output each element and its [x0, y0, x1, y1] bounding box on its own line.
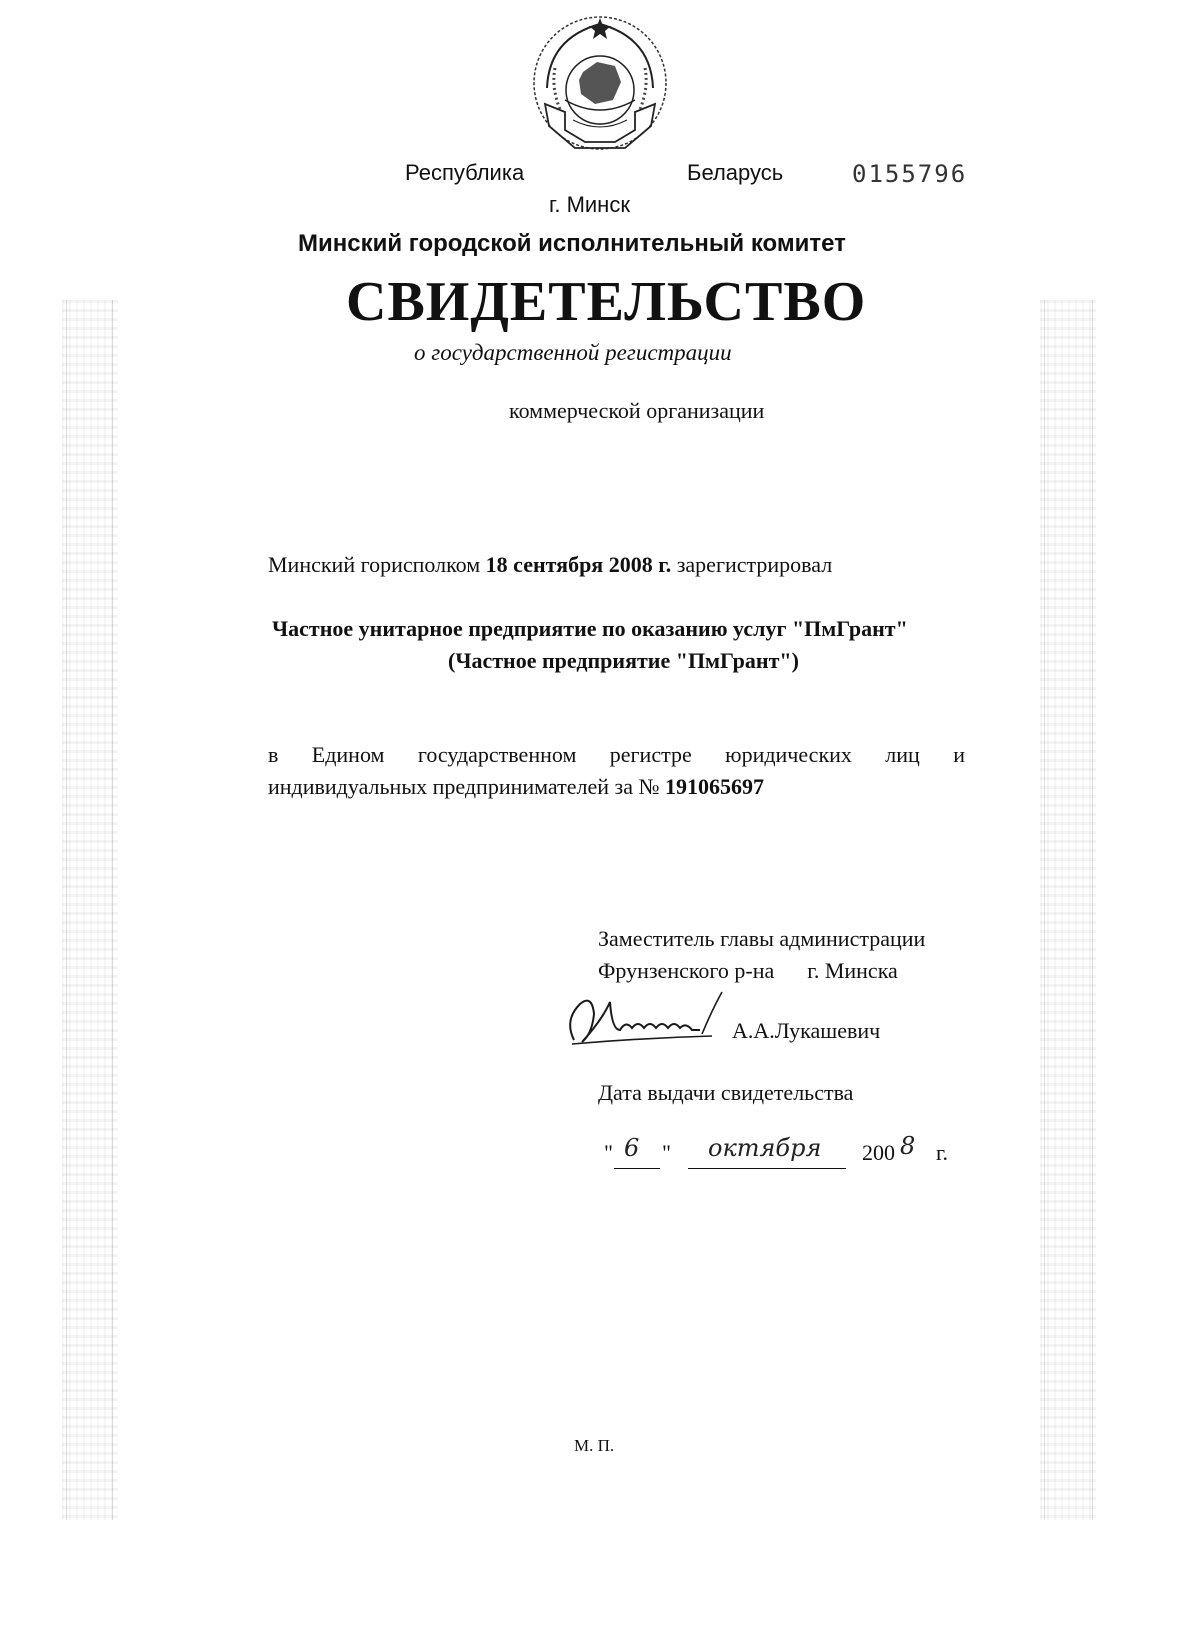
- signatory-city: г. Минска: [807, 958, 898, 983]
- issue-month: октября: [708, 1134, 822, 1162]
- border-line: [66, 300, 67, 1520]
- coat-of-arms-icon: [525, 8, 675, 158]
- country-right: Беларусь: [687, 160, 784, 185]
- decorative-border-left: [62, 300, 118, 1520]
- day-blank-line: [614, 1168, 660, 1169]
- serial-number: 0155796: [852, 160, 968, 188]
- signatory-position-2: [598, 958, 898, 984]
- border-line: [112, 300, 113, 1520]
- register-line-2: [268, 774, 764, 800]
- register-number: 191065697: [664, 774, 764, 799]
- issuer-name: Минский городской исполнительный комитет: [298, 230, 846, 257]
- issue-year-suffix: 8: [900, 1132, 916, 1160]
- country-left: Республика: [405, 160, 525, 185]
- issue-day: 6: [624, 1134, 640, 1162]
- border-line: [1092, 300, 1093, 1520]
- company-short-name: (Частное предприятие "ПмГрант"): [448, 648, 799, 673]
- signature-icon: [562, 990, 732, 1052]
- signatory-name: А.А.Лукашевич: [732, 1018, 881, 1043]
- city: г. Минск: [549, 192, 630, 217]
- entity-type: коммерческой организации: [509, 398, 765, 423]
- issue-year-prefix: 200: [862, 1140, 895, 1165]
- border-line: [1044, 300, 1045, 1520]
- registration-date: 18 сентября 2008 г.: [485, 552, 672, 577]
- issue-quote-close: ": [662, 1140, 671, 1165]
- registration-line: [268, 552, 832, 578]
- registrar: Минский горисполком: [268, 552, 481, 577]
- company-full-name: Частное унитарное предприятие по оказанию услуг "ПмГрант": [272, 616, 908, 641]
- register-line-2-prefix: индивидуальных предпринимателей за №: [268, 774, 660, 799]
- document-title: СВИДЕТЕЛЬСТВО: [346, 271, 867, 333]
- stamp-place: М. П.: [574, 1436, 615, 1455]
- signatory-district: Фрунзенского р-на: [598, 958, 775, 983]
- month-blank-line: [688, 1168, 846, 1169]
- issue-date-label: Дата выдачи свидетельства: [598, 1080, 854, 1105]
- decorative-border-right: [1040, 300, 1096, 1520]
- issue-quote-open: ": [604, 1140, 613, 1165]
- registration-verb: зарегистрировал: [676, 552, 833, 577]
- register-line-1: в Едином государственном регистре юридических лиц и: [268, 742, 965, 767]
- signatory-position-1: Заместитель главы администрации: [598, 926, 926, 951]
- issue-year-unit: г.: [936, 1140, 949, 1165]
- document-subtitle: о государственной регистрации: [414, 340, 732, 365]
